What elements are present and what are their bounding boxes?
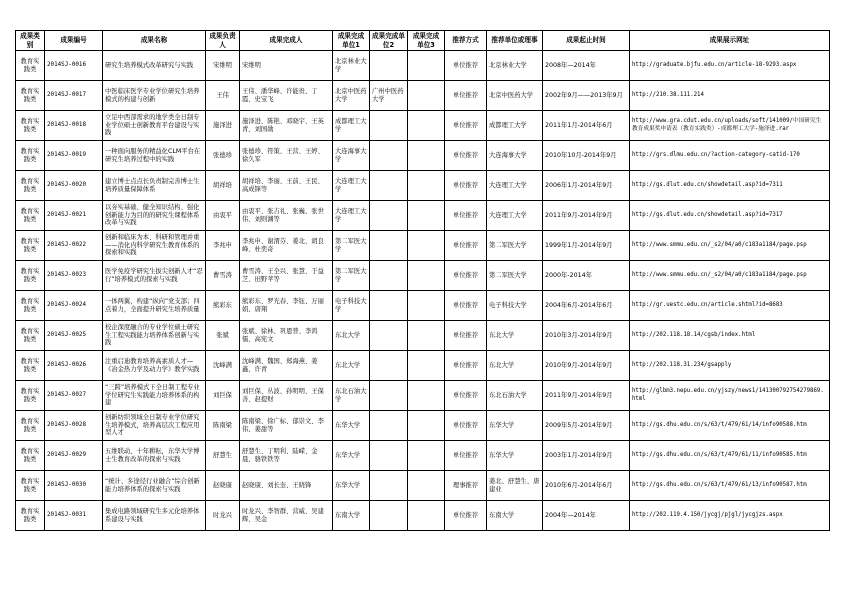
cell-category: 教育实践类 — [16, 261, 45, 291]
cell-members: 李兆申、谢渭芬、姜北、胡良峰、杜奕奇 — [240, 231, 333, 261]
cell-name: 一种面向服务的精益化CLM平台在研究生培养过程中的实践 — [103, 141, 206, 171]
col-header-url: 成果展示网址 — [630, 31, 830, 51]
cell-recommender: 东华大学 — [487, 441, 543, 471]
cell-unit3 — [408, 501, 445, 531]
cell-recommender: 大连理工大学 — [487, 171, 543, 201]
cell-unit3 — [408, 111, 445, 141]
achievements-table — [15, 30, 830, 531]
cell-members: 张斌、徐林、巩恩普、李鸿儒、高宪文 — [240, 321, 333, 351]
cell-method: 单位推荐 — [445, 501, 487, 531]
cell-id: 2014SJ-0023 — [45, 261, 103, 291]
cell-method: 单位推荐 — [445, 171, 487, 201]
cell-unit3 — [408, 381, 445, 411]
cell-period: 2006年1月-2014年9月 — [543, 171, 630, 201]
cell-unit3 — [408, 411, 445, 441]
cell-leader: 李兆申 — [206, 231, 240, 261]
cell-period: 2011年9月-2014年9月 — [543, 381, 630, 411]
cell-unit2 — [370, 321, 408, 351]
cell-name: 注重启迪教育培养高素质人才—《冶金热力学及动力学》教学实践 — [103, 351, 206, 381]
cell-name: “三跨”培养模式下全日制工程专业学位研究生实践能力培养体系的构建 — [103, 381, 206, 411]
cell-url: http://210.38.111.214 — [630, 81, 830, 111]
cell-url: http://gs.dhu.edu.cn/s/63/t/479/61/13/info90587.htm — [630, 471, 830, 501]
header-row — [16, 31, 830, 51]
cell-members: 赵晓康、刘长奎、王晓锋 — [240, 471, 333, 501]
cell-period: 2004年—2014年 — [543, 501, 630, 531]
cell-members: 曹雪涛、王全兴、张慧、于益芝、田野苹等 — [240, 261, 333, 291]
cell-unit2 — [370, 111, 408, 141]
cell-recommender: 东北石油大学 — [487, 381, 543, 411]
cell-id: 2014SJ-0019 — [45, 141, 103, 171]
cell-category: 教育实践类 — [16, 51, 45, 81]
cell-leader: 赵晓康 — [206, 471, 240, 501]
cell-url: http://202.119.4.150/jycgj/pjgl/jycgjzs.aspx — [630, 501, 830, 531]
cell-period: 2009年5月-2014年9月 — [543, 411, 630, 441]
cell-method: 单位推荐 — [445, 231, 487, 261]
cell-leader: 舒慧生 — [206, 441, 240, 471]
table-row — [16, 111, 830, 141]
cell-unit1: 北京林业大学 — [333, 51, 370, 81]
cell-unit2 — [370, 411, 408, 441]
cell-id: 2014SJ-0016 — [45, 51, 103, 81]
cell-recommender: 北京中医药大学 — [487, 81, 543, 111]
cell-url: http://202.118.18.14/cgsb/index.html — [630, 321, 830, 351]
cell-members: 由衷平、张吉礼、张巍、张世伟、刘则渊等 — [240, 201, 333, 231]
cell-method: 单位推荐 — [445, 321, 487, 351]
col-header-name: 成果名称 — [103, 31, 206, 51]
cell-members: 胡祥培、李丽、王前、王民、高成锋等 — [240, 171, 333, 201]
cell-method: 单位推荐 — [445, 441, 487, 471]
cell-leader: 沈峰满 — [206, 351, 240, 381]
cell-recommender: 东北大学 — [487, 321, 543, 351]
table-row — [16, 321, 830, 351]
cell-recommender: 北京林业大学 — [487, 51, 543, 81]
cell-unit1: 东华大学 — [333, 441, 370, 471]
table-row — [16, 471, 830, 501]
cell-unit3 — [408, 141, 445, 171]
cell-period: 2004年6月-2014年6月 — [543, 291, 630, 321]
table-row — [16, 261, 830, 291]
cell-id: 2014SJ-0018 — [45, 111, 103, 141]
cell-unit3 — [408, 471, 445, 501]
cell-id: 2014SJ-0030 — [45, 471, 103, 501]
col-header-unit1: 成果完成单位1 — [333, 31, 370, 51]
cell-name: 研究生培养模式改革研究与实践 — [103, 51, 206, 81]
cell-id: 2014SJ-0031 — [45, 501, 103, 531]
cell-leader: 曹雪涛 — [206, 261, 240, 291]
cell-period: 2010年10月-2014年9月 — [543, 141, 630, 171]
cell-id: 2014SJ-0020 — [45, 171, 103, 201]
cell-id: 2014SJ-0026 — [45, 351, 103, 381]
cell-method: 单位推荐 — [445, 81, 487, 111]
cell-unit3 — [408, 351, 445, 381]
cell-category: 教育实践类 — [16, 231, 45, 261]
table-row — [16, 381, 830, 411]
col-header-period: 成果起止时间 — [543, 31, 630, 51]
cell-recommender: 电子科技大学 — [487, 291, 543, 321]
cell-members: 施泽进、陈艳、邓晓宇、王英青、刘国勋 — [240, 111, 333, 141]
cell-unit2 — [370, 291, 408, 321]
cell-url: http://gs.dlut.edu.cn/showdetail.asp?id=7317 — [630, 201, 830, 231]
cell-method: 单位推荐 — [445, 51, 487, 81]
cell-category: 教育实践类 — [16, 411, 45, 441]
cell-name: 一体两翼，构建“纵向”党支部；四点着力，全面提升研究生培养质量 — [103, 291, 206, 321]
cell-name: 建立博士点点长负责制完善博士生培养质量保障体系 — [103, 171, 206, 201]
cell-members: 熊彩东、罗光春、李钰、万丽娟、唐翔 — [240, 291, 333, 321]
cell-unit2: 广州中医药大学 — [370, 81, 408, 111]
cell-category: 教育实践类 — [16, 201, 45, 231]
table-row — [16, 441, 830, 471]
cell-name: 集成电路领域研究生多元化培养体系建设与实践 — [103, 501, 206, 531]
cell-recommender: 东北大学 — [487, 351, 543, 381]
cell-url: http://glbm3.nepu.edu.cn/yjszy/news1/141300792754279869.html — [630, 381, 830, 411]
cell-method: 单位推荐 — [445, 261, 487, 291]
cell-period: 2010年9月-2014年9月 — [543, 351, 630, 381]
cell-leader: 刘巨保 — [206, 381, 240, 411]
cell-leader: 胡祥培 — [206, 171, 240, 201]
cell-leader: 陈南梁 — [206, 411, 240, 441]
cell-unit2 — [370, 141, 408, 171]
cell-category: 教育实践类 — [16, 501, 45, 531]
cell-unit1: 东华大学 — [333, 411, 370, 441]
cell-name: 创新纺织领域全日制专业学位研究生培养模式，培养高层次工程应用型人才 — [103, 411, 206, 441]
cell-url: http://www.smmu.edu.cn/_s2/04/a0/c183a1184/page.psp — [630, 231, 830, 261]
cell-category: 教育实践类 — [16, 141, 45, 171]
cell-unit2 — [370, 471, 408, 501]
cell-url: http://gr.uestc.edu.cn/article.shtml?id=8683 — [630, 291, 830, 321]
cell-unit2 — [370, 351, 408, 381]
cell-unit3 — [408, 261, 445, 291]
cell-unit2 — [370, 51, 408, 81]
cell-id: 2014SJ-0028 — [45, 411, 103, 441]
cell-method: 单位推荐 — [445, 201, 487, 231]
cell-period: 2011年9月-2014年9月 — [543, 201, 630, 231]
col-header-leader: 成果负责人 — [206, 31, 240, 51]
cell-leader: 张德珍 — [206, 141, 240, 171]
cell-unit2 — [370, 231, 408, 261]
cell-leader: 宋维明 — [206, 51, 240, 81]
cell-category: 教育实践类 — [16, 351, 45, 381]
cell-period: 2010年3月-2014年9月 — [543, 321, 630, 351]
cell-name: 创新和临床为本、科研和管理并重——消化内科学研究生教育体系的探索和实践 — [103, 231, 206, 261]
cell-name: 五维联动，十年耕耘，东华大学博士生教育改革的探索与实践 — [103, 441, 206, 471]
cell-name: 校企深度融合的专业学位硕士研究生工程实践能力培养体系创新与实践 — [103, 321, 206, 351]
table-row — [16, 291, 830, 321]
col-header-members: 成果完成人 — [240, 31, 333, 51]
cell-leader: 王伟 — [206, 81, 240, 111]
cell-unit1: 东南大学 — [333, 501, 370, 531]
cell-recommender: 成都理工大学 — [487, 111, 543, 141]
cell-unit1: 第二军医大学 — [333, 231, 370, 261]
cell-members: 宋维明 — [240, 51, 333, 81]
cell-unit3 — [408, 441, 445, 471]
cell-category: 教育实践类 — [16, 291, 45, 321]
cell-name: 以夯实基础、健全知识结构、强化创新能力为目的的研究生课程体系改革与实践 — [103, 201, 206, 231]
cell-period: 2010年6月-2014年6月 — [543, 471, 630, 501]
cell-unit1: 电子科技大学 — [333, 291, 370, 321]
cell-members: 刘巨保、丛波、孙明明、王保善、赵提财 — [240, 381, 333, 411]
cell-method: 单位推荐 — [445, 111, 487, 141]
cell-url: http://gs.dlut.edu.cn/showdetail.asp?id=7311 — [630, 171, 830, 201]
col-header-id: 成果编号 — [45, 31, 103, 51]
cell-url: http://gs.dhu.edu.cn/s/63/t/479/61/14/info90588.htm — [630, 411, 830, 441]
cell-unit1: 东北大学 — [333, 351, 370, 381]
cell-leader: 施泽进 — [206, 111, 240, 141]
cell-name: 医学免疫学研究生拔尖创新人才“忍行”培养模式的探索与实践 — [103, 261, 206, 291]
cell-category: 教育实践类 — [16, 171, 45, 201]
cell-period: 2011年1月-2014年6月 — [543, 111, 630, 141]
cell-period: 2003年1月-2014年9月 — [543, 441, 630, 471]
cell-members: 陈南梁、徐广标、郁崇文、李伟、姜甜等 — [240, 411, 333, 441]
table-row — [16, 501, 830, 531]
cell-name: 中医临床医学专业学位研究生培养模式的构建与创新 — [103, 81, 206, 111]
cell-unit1: 东北大学 — [333, 321, 370, 351]
cell-members: 沈峰满、魏国、郑海燕、姜鑫、许青 — [240, 351, 333, 381]
cell-id: 2014SJ-0022 — [45, 231, 103, 261]
cell-unit1: 第二军医大学 — [333, 261, 370, 291]
cell-name: “统计、多途径行业融合”综合创新能力培养体系的探索与实践 — [103, 471, 206, 501]
cell-members: 舒慧生、丁明利、陆嵘、金晨、骆铁铁等 — [240, 441, 333, 471]
cell-unit3 — [408, 81, 445, 111]
cell-unit2 — [370, 261, 408, 291]
cell-category: 教育实践类 — [16, 321, 45, 351]
cell-category: 教育实践类 — [16, 111, 45, 141]
table-row — [16, 141, 830, 171]
cell-unit3 — [408, 231, 445, 261]
cell-recommender: 姜北、舒慧生、唐建业 — [487, 471, 543, 501]
cell-unit2 — [370, 201, 408, 231]
cell-url: http://202.118.31.234/gsapply — [630, 351, 830, 381]
cell-method: 单位推荐 — [445, 381, 487, 411]
cell-period: 2002年9月——2013年9月 — [543, 81, 630, 111]
cell-method: 单位推荐 — [445, 411, 487, 441]
cell-url: http://grs.dlmu.edu.cn/?action-category-catid-170 — [630, 141, 830, 171]
cell-id: 2014SJ-0027 — [45, 381, 103, 411]
cell-leader: 由衷平 — [206, 201, 240, 231]
cell-name: 立足中西部需求的地学类全日制专业学位硕士创新教育平台建设与实践 — [103, 111, 206, 141]
cell-unit1: 大连理工大学 — [333, 201, 370, 231]
cell-recommender: 第二军医大学 — [487, 231, 543, 261]
col-header-unit3: 成果完成单位3 — [408, 31, 445, 51]
cell-unit3 — [408, 291, 445, 321]
cell-unit3 — [408, 51, 445, 81]
cell-category: 教育实践类 — [16, 471, 45, 501]
col-header-unit2: 成果完成单位2 — [370, 31, 408, 51]
cell-url: http://www.smmu.edu.cn/_s2/04/a0/c183a1184/page.psp — [630, 261, 830, 291]
cell-id: 2014SJ-0021 — [45, 201, 103, 231]
cell-url: http://graduate.bjfu.edu.cn/article-18-9293.aspx — [630, 51, 830, 81]
cell-method: 单位推荐 — [445, 291, 487, 321]
cell-id: 2014SJ-0025 — [45, 321, 103, 351]
col-header-recommender: 推荐单位或理事 — [487, 31, 543, 51]
cell-unit2 — [370, 441, 408, 471]
cell-recommender: 大连海事大学 — [487, 141, 543, 171]
table-row — [16, 81, 830, 111]
cell-unit3 — [408, 171, 445, 201]
cell-period: 2000年-2014年 — [543, 261, 630, 291]
cell-unit2 — [370, 381, 408, 411]
cell-unit2 — [370, 171, 408, 201]
cell-url: http://gs.dhu.edu.cn/s/63/t/479/61/11/info90585.htm — [630, 441, 830, 471]
cell-method: 理事推荐 — [445, 471, 487, 501]
table-row — [16, 201, 830, 231]
col-header-method: 推荐方式 — [445, 31, 487, 51]
table-row — [16, 411, 830, 441]
cell-unit1: 东华大学 — [333, 471, 370, 501]
cell-id: 2014SJ-0029 — [45, 441, 103, 471]
cell-unit3 — [408, 321, 445, 351]
cell-recommender: 东华大学 — [487, 411, 543, 441]
cell-unit2 — [370, 501, 408, 531]
cell-recommender: 大连理工大学 — [487, 201, 543, 231]
cell-unit1: 大连海事大学 — [333, 141, 370, 171]
cell-unit3 — [408, 201, 445, 231]
cell-category: 教育实践类 — [16, 81, 45, 111]
table-row — [16, 171, 830, 201]
cell-unit1: 成都理工大学 — [333, 111, 370, 141]
cell-period: 1999年1月-2014年9月 — [543, 231, 630, 261]
cell-unit1: 大连理工大学 — [333, 171, 370, 201]
table-row — [16, 351, 830, 381]
cell-id: 2014SJ-0024 — [45, 291, 103, 321]
cell-recommender: 第二军医大学 — [487, 261, 543, 291]
cell-leader: 张斌 — [206, 321, 240, 351]
cell-id: 2014SJ-0017 — [45, 81, 103, 111]
cell-members: 张德珍、符策、王营、王婷、徐久军 — [240, 141, 333, 171]
cell-url: http://www.gra.cdut.edu.cn/uploads/soft/141009/中国研究生教育成果奖申请表（教育实践类）-成都理工大学-施泽进.rar — [630, 111, 830, 141]
cell-leader: 时龙兴 — [206, 501, 240, 531]
cell-leader: 熊彩东 — [206, 291, 240, 321]
cell-category: 教育实践类 — [16, 441, 45, 471]
cell-members: 时龙兴、李智群、营威、吴建辉、吴金 — [240, 501, 333, 531]
cell-recommender: 东南大学 — [487, 501, 543, 531]
cell-unit1: 东北石油大学 — [333, 381, 370, 411]
cell-period: 2008年—2014年 — [543, 51, 630, 81]
table-row — [16, 231, 830, 261]
cell-method: 单位推荐 — [445, 141, 487, 171]
cell-unit1: 北京中医药大学 — [333, 81, 370, 111]
cell-method: 单位推荐 — [445, 351, 487, 381]
table-row — [16, 51, 830, 81]
col-header-category: 成果类别 — [16, 31, 45, 51]
cell-members: 王伟、潘华峰、许能贵、丁霞、史宝飞 — [240, 81, 333, 111]
cell-category: 教育实践类 — [16, 381, 45, 411]
